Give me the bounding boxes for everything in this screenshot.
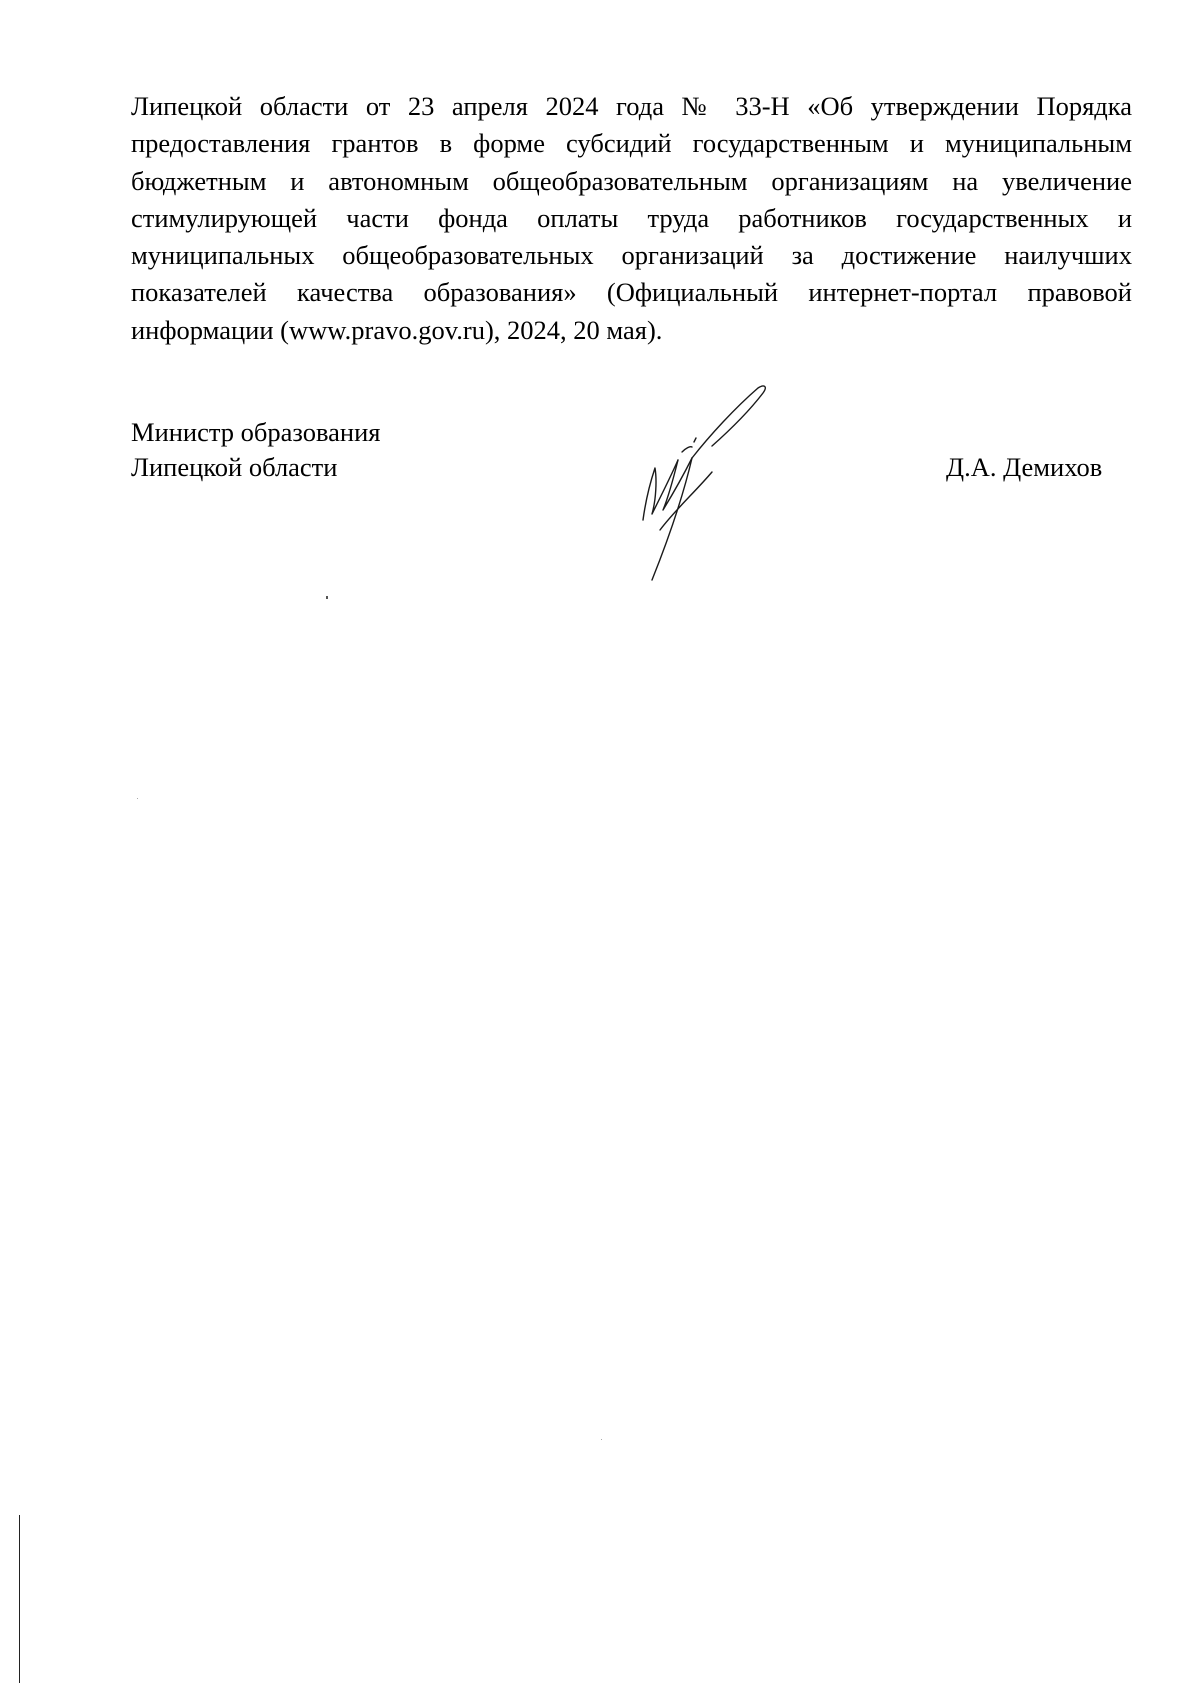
signatory-title-line2: Липецкой области bbox=[131, 452, 338, 482]
signatory-title-line1: Министр образования bbox=[131, 417, 381, 447]
scan-margin-line bbox=[19, 1515, 20, 1683]
handwritten-signature bbox=[630, 380, 790, 600]
scan-speck bbox=[137, 798, 138, 799]
scan-speck bbox=[326, 596, 328, 599]
body-paragraph: Липецкой области от 23 апреля 2024 года № 33-Н «Об утверждении Порядка предоставления грантов в форме субсидий государственным и муниципальным бюджетным и автономным общеобразовательным организациям на увеличение стимулирующей части фонда оплаты труда работников государственных и муниципальных общеобразовательных организаций за достижение наилучших показателей качества образования» (Официальный интернет-портал правовой информации (www.pravo.gov.ru), 2024, 20 мая). bbox=[131, 91, 1132, 345]
signatory-position bbox=[131, 415, 380, 485]
scan-speck bbox=[601, 1439, 602, 1440]
signatory-name: Д.А. Демихов bbox=[946, 452, 1103, 482]
